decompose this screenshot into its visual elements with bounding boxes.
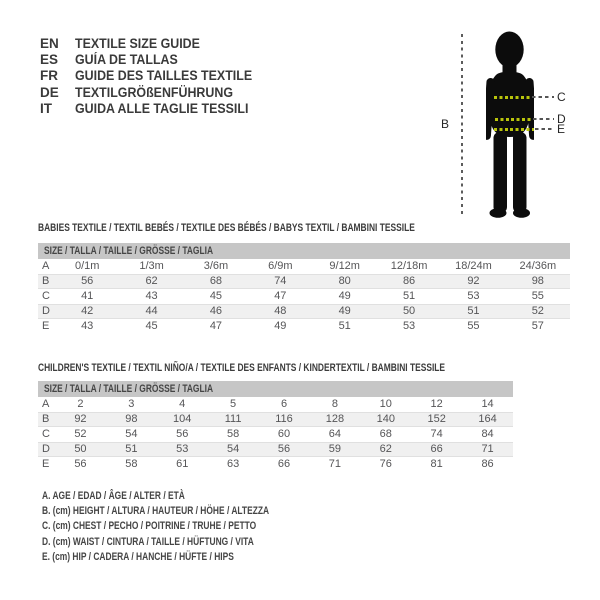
table-cell: 86 (402, 275, 416, 287)
language-code: EN (40, 36, 59, 51)
language-list (40, 36, 268, 117)
table-row (38, 289, 570, 304)
table-cell: 47 (274, 290, 287, 302)
table-cell: 0/1m (74, 260, 100, 272)
table-cell: 56 (74, 458, 87, 470)
table-cell: 51 (125, 443, 138, 455)
language-row (40, 52, 268, 68)
language-label: TEXTILGRÖßENFÜHRUNG (75, 84, 234, 100)
table-cell: 56 (81, 275, 94, 287)
table-cell: 6/9m (268, 260, 293, 272)
table-cell: 55 (467, 320, 480, 332)
table-row (38, 397, 513, 412)
language-label: GUÍA DE TALLAS (75, 52, 178, 68)
language-label: GUIDA ALLE TAGLIE TESSILI (75, 100, 249, 116)
hip-measure-dots (494, 128, 534, 131)
table-row (38, 319, 570, 334)
table-row (38, 457, 513, 472)
table-cell: 164 (478, 413, 497, 425)
table-cell: 48 (274, 305, 287, 317)
row-label: C (42, 428, 50, 440)
table-cell: 92 (74, 413, 87, 425)
table-cell: 81 (430, 458, 443, 470)
table-cell: 2 (77, 398, 84, 410)
table-cell: 62 (379, 443, 392, 455)
table-row (38, 304, 570, 319)
table-cell: 66 (430, 443, 443, 455)
table-cell: 57 (531, 320, 544, 332)
row-label: B (42, 413, 50, 425)
table-row (38, 274, 570, 289)
table-cell: 64 (328, 428, 342, 440)
table-cell: 98 (125, 413, 138, 425)
table-cell: 68 (209, 275, 223, 287)
table-cell: 12 (430, 398, 443, 410)
table-cell: 49 (274, 320, 287, 332)
table-cell: 18/24m (455, 260, 492, 272)
table-cell: 52 (531, 305, 544, 317)
language-code: FR (40, 68, 58, 84)
table-cell: 53 (176, 443, 189, 455)
language-row (40, 36, 268, 52)
table-cell: 56 (176, 428, 189, 440)
language-row (40, 85, 268, 101)
table-header-band: SIZE / TALLA / TAILLE / GRÖSSE / TAGLIA (38, 243, 570, 259)
table-cell: 74 (274, 275, 287, 287)
table-row (38, 412, 513, 427)
table-cell: 60 (277, 428, 291, 440)
table-cell: 53 (467, 290, 480, 302)
table-cell: 4 (179, 398, 186, 410)
chest-measure-dash (532, 96, 554, 98)
language-code: ES (40, 52, 59, 68)
language-code: DE (40, 84, 59, 100)
row-label: A (42, 260, 50, 272)
table-cell: 12/18m (390, 260, 428, 272)
table-cell: 14 (481, 398, 494, 410)
table-cell: 50 (402, 305, 416, 317)
babies-size-table (38, 243, 570, 334)
language-label: GUIDE DES TAILLES TEXTILE (75, 68, 253, 84)
table-body (38, 397, 513, 472)
hip-measure-dash (535, 128, 554, 130)
table-cell: 152 (427, 413, 446, 425)
table-cell: 49 (338, 290, 351, 302)
table-cell: 63 (226, 458, 240, 470)
row-label: A (42, 398, 50, 410)
table-cell: 98 (531, 275, 544, 287)
table-cell: 8 (331, 398, 338, 410)
hip-label: E (557, 122, 566, 136)
legend-line: A. AGE / EDAD / ÂGE / ALTER / ETÀ (42, 490, 185, 502)
row-label: B (42, 275, 50, 287)
row-label: C (42, 290, 50, 302)
table-cell: 55 (531, 290, 544, 302)
table-cell: 41 (81, 290, 94, 302)
table-cell: 53 (402, 320, 416, 332)
height-label: B (441, 117, 450, 131)
legend-line: D. (cm) WAIST / CINTURA / TAILLE / HÜFTUNG / VITA (42, 535, 254, 548)
table-cell: 51 (402, 290, 416, 302)
table-cell: 104 (173, 413, 192, 425)
table-cell: 56 (277, 443, 291, 455)
table-cell: 9/12m (329, 260, 360, 272)
row-label: E (42, 458, 50, 470)
table-cell: 46 (209, 305, 223, 317)
table-cell: 24/36m (519, 260, 557, 272)
table-cell: 58 (226, 428, 240, 440)
table-body (38, 259, 570, 334)
child-silhouette (486, 31, 534, 218)
table-cell: 43 (81, 320, 94, 332)
table-cell: 51 (338, 320, 351, 332)
table-cell: 58 (125, 458, 138, 470)
table-header-band: SIZE / TALLA / TAILLE / GRÖSSE / TAGLIA (38, 381, 513, 397)
table-cell: 74 (430, 428, 443, 440)
waist-label: D (557, 112, 566, 126)
table-cell: 45 (145, 320, 158, 332)
table-cell: 71 (481, 443, 494, 455)
babies-table-title: BABIES TEXTILE / TEXTIL BEBÉS / TEXTILE DES BÉBÉS / BABYS TEXTIL / BAMBINI TESSILE (38, 222, 415, 234)
legend-line: C. (cm) CHEST / PECHO / POITRINE / TRUHE / PETTO (42, 520, 257, 533)
table-cell: 3 (128, 398, 135, 410)
table-row (38, 259, 570, 274)
table-cell: 49 (338, 305, 351, 317)
table-cell: 50 (74, 443, 87, 455)
table-cell: 128 (325, 413, 345, 425)
chest-label: C (557, 90, 566, 104)
table-cell: 66 (277, 458, 291, 470)
table-cell: 140 (376, 413, 395, 425)
table-cell: 54 (226, 443, 240, 455)
table-row (38, 442, 513, 457)
waist-measure-dots (495, 118, 532, 121)
table-cell: 54 (125, 428, 138, 440)
table-cell: 10 (379, 398, 392, 410)
table-cell: 71 (328, 458, 342, 470)
table-cell: 43 (145, 290, 158, 302)
legend-line: E. (cm) HIP / CADERA / HANCHE / HÜFTE / HIPS (42, 550, 234, 563)
row-label: D (42, 305, 50, 317)
table-cell: 116 (275, 413, 293, 425)
waist-measure-dash (533, 118, 554, 120)
table-cell: 44 (145, 305, 158, 317)
table-cell: 47 (209, 320, 223, 332)
table-cell: 3/6m (203, 260, 229, 272)
table-cell: 51 (467, 305, 480, 317)
row-label: D (42, 443, 50, 455)
table-cell: 86 (481, 458, 494, 470)
table-row (38, 427, 513, 442)
language-row (40, 68, 268, 84)
legend-line: B. (cm) HEIGHT / ALTURA / HAUTEUR / HÖHE / ALTEZZA (42, 505, 270, 518)
table-cell: 61 (176, 458, 189, 470)
table-cell: 84 (481, 428, 494, 440)
table-cell: 45 (209, 290, 223, 302)
table-cell: 92 (467, 275, 480, 287)
language-code: IT (40, 100, 52, 116)
table-cell: 52 (74, 428, 87, 440)
table-cell: 76 (379, 458, 392, 470)
children-size-table (38, 381, 513, 472)
chest-measure-dots (494, 96, 530, 99)
table-cell: 6 (280, 398, 288, 410)
table-cell: 5 (230, 398, 237, 410)
language-label: TEXTILE SIZE GUIDE (75, 36, 200, 51)
table-cell: 111 (224, 413, 242, 425)
table-cell: 59 (328, 443, 342, 455)
height-measure-line (461, 34, 463, 217)
table-cell: 62 (145, 275, 158, 287)
language-row (40, 101, 268, 117)
table-cell: 80 (338, 275, 351, 287)
table-cell: 1/3m (139, 260, 164, 272)
row-label: E (42, 320, 50, 332)
table-cell: 68 (379, 428, 392, 440)
measure-legend (42, 489, 333, 565)
children-table-title: CHILDREN'S TEXTILE / TEXTIL NIÑO/A / TEXTILE DES ENFANTS / KINDERTEXTIL / BAMBINI TESSILE (38, 362, 446, 374)
table-cell: 42 (81, 305, 94, 317)
